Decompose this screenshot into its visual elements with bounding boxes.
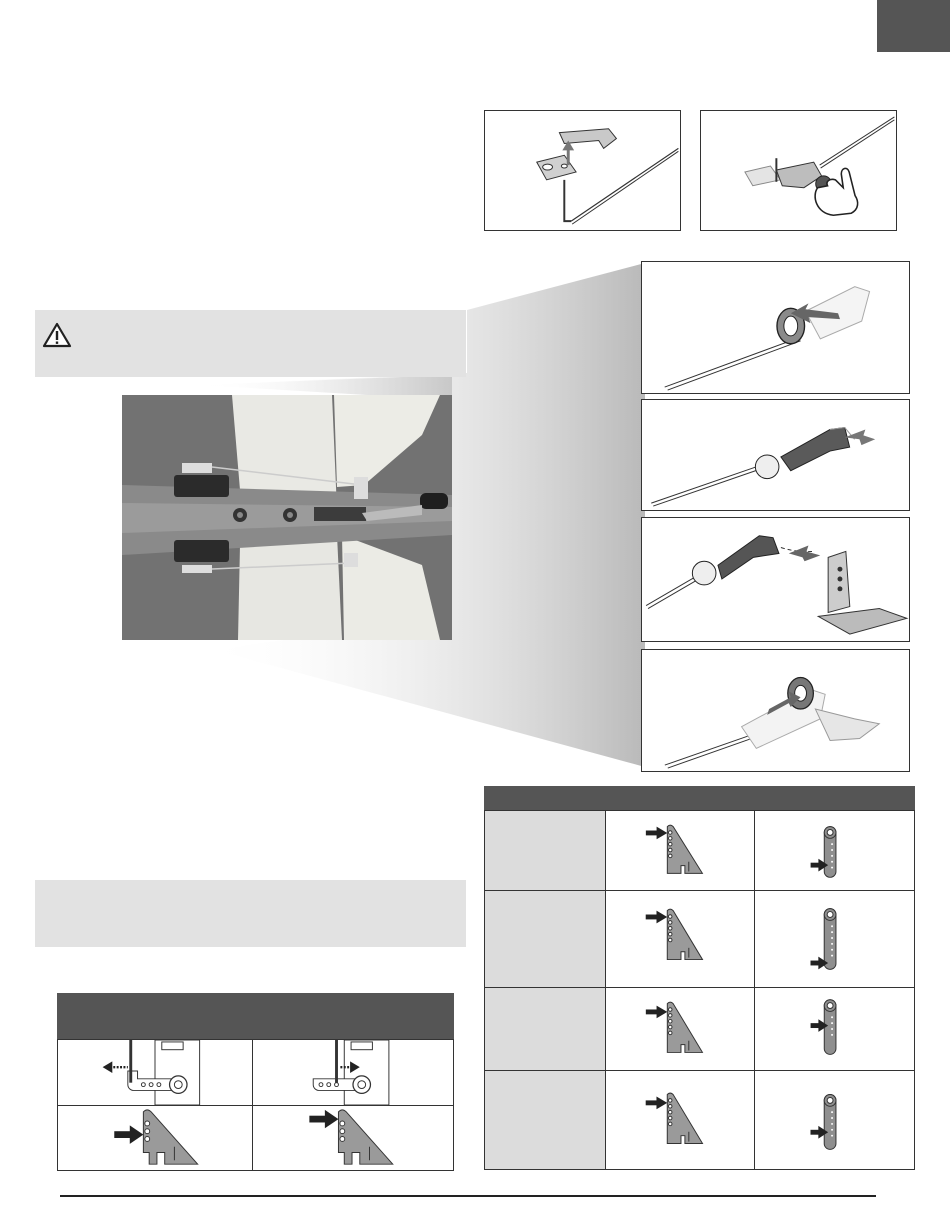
clevis-figure-2 [700, 110, 897, 231]
warning-callout [35, 310, 466, 377]
servo-arm-cell [754, 987, 915, 1071]
servo-arm-in-cell [252, 1039, 454, 1106]
clevis-figure-1 [484, 110, 681, 231]
page-corner-tab [877, 0, 950, 52]
pull-clevis-step [641, 399, 910, 511]
horn-cell [605, 810, 755, 891]
row-label [484, 1070, 606, 1170]
horn-inner-hole-cell [57, 1105, 253, 1171]
slide-tube-step [641, 261, 910, 394]
attach-horn-step [641, 517, 910, 642]
horn-cell [605, 987, 755, 1071]
horn-direction-table [57, 993, 454, 1171]
horn-outer-hole-cell [252, 1105, 454, 1171]
servo-arm-out-cell [57, 1039, 253, 1106]
servo-arm-cell [754, 1070, 915, 1170]
row-label [484, 987, 606, 1071]
table-header [484, 786, 915, 810]
footer-rule [60, 1195, 876, 1197]
note-callout [35, 880, 466, 947]
secure-tube-step [641, 649, 910, 772]
row-label [484, 810, 606, 891]
horn-cell [605, 1070, 755, 1170]
horn-cell [605, 890, 755, 988]
servo-horn-table [484, 786, 915, 1170]
tail-linkage-photo [122, 395, 452, 640]
table-header [57, 993, 454, 1039]
servo-arm-cell [754, 810, 915, 891]
servo-arm-cell [754, 890, 915, 988]
row-label [484, 890, 606, 988]
warning-triangle-icon [42, 322, 72, 348]
